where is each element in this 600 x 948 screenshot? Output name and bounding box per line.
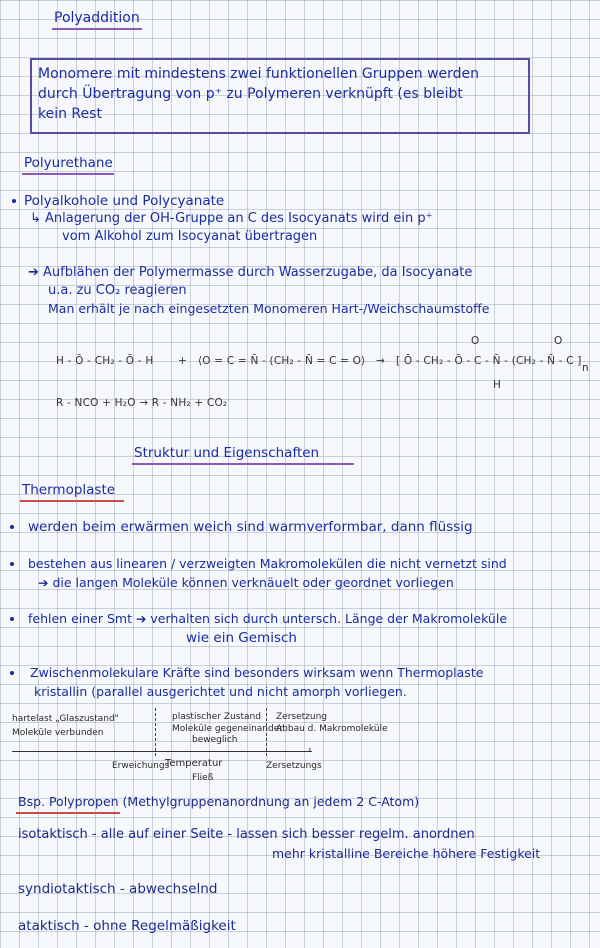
diagram-label-erweichung: Erweichungs xyxy=(112,761,170,771)
bullet-dot xyxy=(10,671,14,675)
example-heading: Bsp. Polypropen (Methylgruppenanordnung an jedem 2 C-Atom) xyxy=(18,794,420,809)
polyurethane-sub-1b: vom Alkohol zum Isocyanat übertragen xyxy=(62,229,318,244)
diagram-zone-2b: Moleküle gegeneinander xyxy=(172,724,283,734)
definition-line-3: kein Rest xyxy=(38,106,102,122)
isotaktisch-line-1: isotaktisch - alle auf einer Seite - lassen sich besser regelm. anordnen xyxy=(18,827,475,842)
equation-1-plus: + xyxy=(178,355,187,367)
thermoplaste-bullet-2b: ➔ die langen Moleküle können verknäuelt oder geordnet vorliegen xyxy=(38,575,454,590)
thermoplaste-bullet-2a: bestehen aus linearen / verzweigten Makromolekülen die nicht vernetzt sind xyxy=(28,556,507,571)
equation-1-product: [ Ō - CH₂ - Ō - C - N̄ - (CH₂ - N̄ - C ] xyxy=(396,355,582,367)
definition-line-2: durch Übertragung von p⁺ zu Polymeren verknüpft (es bleibt xyxy=(38,86,463,102)
bullet-dot xyxy=(12,199,16,203)
diagram-axis-arrowhead: › xyxy=(308,745,312,755)
diagram-label-fliess: Fließ xyxy=(192,773,214,783)
diagram-zone-3a: Zersetzung xyxy=(276,712,328,722)
structure-heading: Struktur und Eigenschaften xyxy=(134,445,320,461)
equation-1-o-top-2: O xyxy=(554,335,563,347)
syndiotaktisch-line: syndiotaktisch - abwechselnd xyxy=(18,881,218,897)
title-underline xyxy=(52,28,142,30)
isotaktisch-line-2: mehr kristalline Bereiche höhere Festigkeit xyxy=(272,846,541,861)
equation-1-left: H - Ō - CH₂ - Ō - H xyxy=(56,355,154,367)
equation-1-n: n xyxy=(582,362,589,374)
polyurethane-underline xyxy=(22,173,114,175)
thermoplaste-bullet-4a: Zwischenmolekulare Kräfte sind besonders wirksam wenn Thermoplaste xyxy=(30,665,484,680)
thermoplaste-bullet-4b: kristallin (parallel ausgerichtet und nicht amorph vorliegen. xyxy=(34,684,407,699)
diagram-zone-1b: Moleküle verbunden xyxy=(12,728,104,738)
diagram-label-zersetzung: Zersetzungs xyxy=(266,761,322,771)
diagram-zone-2a: plastischer Zustand xyxy=(172,712,261,722)
ataktisch-line: ataktisch - ohne Regelmäßigkeit xyxy=(18,918,236,934)
diagram-zone-2c: beweglich xyxy=(192,735,238,745)
equation-1-o-top-1: O xyxy=(471,335,480,347)
equation-2: R - NCO + H₂O → R - NH₂ + CO₂ xyxy=(56,397,228,409)
polyurethane-arrow-3: Man erhält je nach eingesetzten Monomeren Hart-/Weichschaumstoffe xyxy=(48,301,490,316)
diagram-zone-1a: hartelast „Glaszustand" xyxy=(12,714,119,724)
equation-1-h-bottom: H xyxy=(493,379,502,391)
equation-1-arrow: → xyxy=(376,355,385,367)
definition-line-1: Monomere mit mindestens zwei funktionellen Gruppen werden xyxy=(38,66,480,82)
polyurethane-sub-1a: ↳ Anlagerung der OH-Gruppe an C des Isocyanats wird ein p⁺ xyxy=(30,211,433,226)
polyurethane-bullet-1: Polyalkohole und Polycyanate xyxy=(24,193,225,209)
thermoplaste-bullet-3b: wie ein Gemisch xyxy=(186,630,297,646)
polyurethane-arrow-2: u.a. zu CO₂ reagieren xyxy=(48,283,187,298)
thermoplaste-bullet-3a: fehlen einer Smt ➔ verhalten sich durch untersch. Länge der Makromoleküle xyxy=(28,611,508,626)
thermoplaste-bullet-1: werden beim erwärmen weich sind warmverformbar, dann flüssig xyxy=(28,519,473,535)
bullet-dot xyxy=(10,562,14,566)
equation-1-middle: ⟨O = C = N̄ - (CH₂ - N̄ = C = O⟩ xyxy=(198,355,366,367)
bullet-dot xyxy=(10,525,14,529)
bullet-dot xyxy=(10,617,14,621)
diagram-divider-2 xyxy=(266,708,267,756)
diagram-zone-3b: Abbau d. Makromoleküle xyxy=(276,724,388,734)
page-title: Polyaddition xyxy=(54,10,140,26)
thermoplaste-underline xyxy=(20,500,124,502)
polyurethane-heading: Polyurethane xyxy=(24,155,113,171)
example-underline xyxy=(16,812,120,814)
polyurethane-arrow-1: ➔ Aufblähen der Polymermasse durch Wasserzugabe, da Isocyanate xyxy=(28,265,473,280)
thermoplaste-heading: Thermoplaste xyxy=(22,482,116,498)
structure-underline xyxy=(132,463,354,465)
diagram-divider-1 xyxy=(155,708,156,756)
diagram-axis-label: Temperatur xyxy=(165,758,223,769)
diagram-axis xyxy=(12,751,312,752)
